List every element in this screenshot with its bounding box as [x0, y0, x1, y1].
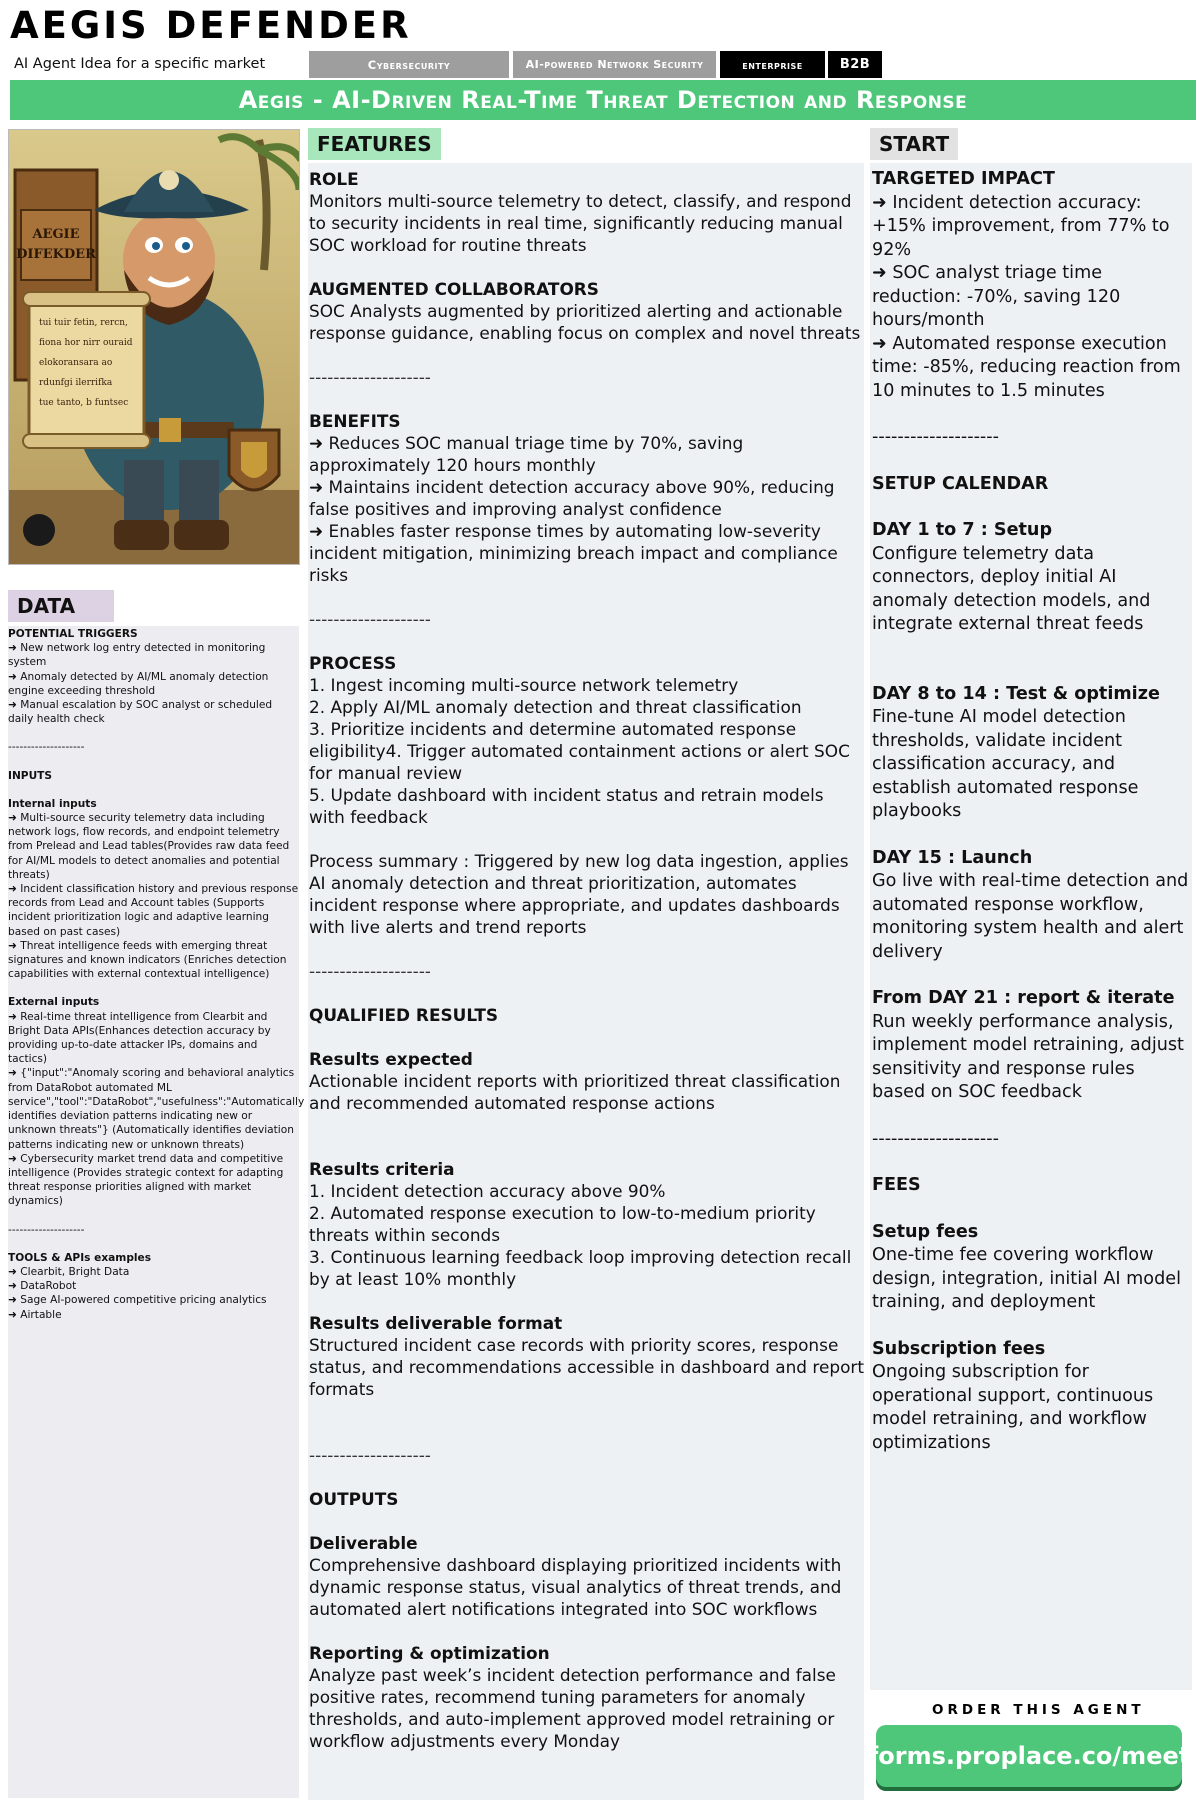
scroll-text-line5: tue tanto, b funtsec — [39, 398, 129, 408]
process-step: 5. Update dashboard with incident status and retrain models with feedback — [309, 785, 829, 827]
deliverable-title: Deliverable — [309, 1533, 418, 1553]
tag-ai-network-security: AI-powered Network Security — [513, 51, 716, 78]
order-agent-label: ORDER THIS AGENT — [932, 1702, 1145, 1718]
tools-title: TOOLS & APIs examples — [8, 1251, 152, 1264]
tool-item: ➜ Clearbit, Bright Data — [8, 1265, 130, 1278]
day15-text: Go live with real-time detection and automated response workflow, monitoring system health and alert delivery — [872, 871, 1194, 962]
criteria-item: 2. Automated response execution to low-to-medium priority threats within seconds — [309, 1203, 822, 1245]
data-section-heading: DATA — [8, 590, 114, 622]
fees-title: FEES — [872, 1175, 921, 1195]
results-criteria-title: Results criteria — [309, 1159, 455, 1179]
divider: -------------------- — [872, 427, 999, 447]
setup-fees-title: Setup fees — [872, 1221, 979, 1242]
setup-fees-text: One-time fee covering workflow design, integration, initial AI model training, and deployment — [872, 1245, 1187, 1312]
day21-text: Run weekly performance analysis, implement model retraining, adjust sensitivity and response rules based on SOC feedback — [872, 1011, 1190, 1102]
sign-text-line2: DIFEKDER — [16, 247, 96, 262]
benefit-item: ➜ Enables faster response times by automating low-severity incident mitigation, minimizing breach impact and compliance risks — [309, 521, 844, 585]
reporting-title: Reporting & optimization — [309, 1643, 550, 1663]
role-title: ROLE — [309, 169, 359, 189]
benefits-title: BENEFITS — [309, 411, 401, 431]
deliverable-format-text: Structured incident case records with priority scores, response status, and recommendations accessible in dashboard and report formats — [309, 1335, 870, 1399]
data-column — [8, 626, 308, 1798]
scroll-text-line2: fiona hor nirr ouraid — [39, 338, 133, 348]
setup-calendar-title: SETUP CALENDAR — [872, 473, 1049, 494]
start-section-heading: START — [870, 128, 958, 160]
process-step: 3. Prioritize incidents and determine automated response eligibility4. Trigger automated containment actions or alert SOC for manual review — [309, 719, 856, 783]
internal-input-item: ➜ Multi-source security telemetry data including network logs, flow records, and endpoint telemetry from Prelead and Lead tables(Provides raw data feed for AI/ML models to detect anomalies and potential threats) — [8, 812, 293, 881]
tool-item: ➜ DataRobot — [8, 1280, 77, 1293]
process-step: 1. Ingest incoming multi-source network telemetry — [309, 675, 739, 695]
impact-item: ➜ Incident detection accuracy: +15% improvement, from 77% to 92% — [872, 192, 1176, 260]
day15-title: DAY 15 : Launch — [872, 847, 1033, 868]
collaborators-title: AUGMENTED COLLABORATORS — [309, 279, 599, 299]
trigger-item: ➜ Manual escalation by SOC analyst or scheduled daily health check — [8, 699, 276, 726]
internal-input-item: ➜ Incident classification history and previous response records from Lead and Account tables (Supports incident prioritization logic and adaptive learning based on past cases) — [8, 883, 302, 938]
potential-triggers-title: POTENTIAL TRIGGERS — [8, 628, 138, 640]
internal-input-item: ➜ Threat intelligence feeds with emerging threat signatures and known indicators (Enriches detection capabilities with external contextual intelligence) — [8, 939, 290, 981]
qualified-results-title: QUALIFIED RESULTS — [309, 1005, 499, 1025]
process-title: PROCESS — [309, 653, 397, 673]
scroll-text-line1: tui tuir fetin, rercn, — [39, 318, 128, 328]
results-expected-text: Actionable incident reports with prioritized threat classification and recommended automated response actions — [309, 1071, 846, 1113]
scroll-text-line3: elokoransara ao — [39, 358, 113, 368]
collaborators-text: SOC Analysts augmented by prioritized alerting and actionable response guidance, enabling focus on complex and novel threats — [309, 301, 861, 343]
divider: -------------------- — [8, 1223, 85, 1236]
internal-inputs-title: Internal inputs — [8, 797, 97, 810]
benefit-item: ➜ Maintains incident detection accuracy above 90%, reducing false positives and improving analyst confidence — [309, 477, 840, 519]
divider: -------------------- — [8, 741, 85, 754]
tag-enterprise: enterprise — [720, 51, 825, 78]
day1-title: DAY 1 to 7 : Setup — [872, 520, 1053, 540]
mascot-illustration — [8, 129, 300, 565]
divider: -------------------- — [309, 609, 431, 629]
headline-banner: Aegis - AI-Driven Real-Time Threat Detection and Response — [10, 80, 1196, 120]
order-link-button[interactable]: forms.proplace.co/meet — [876, 1725, 1182, 1787]
trigger-item: ➜ New network log entry detected in monitoring system — [8, 642, 269, 669]
day8-title: DAY 8 to 14 : Test & optimize — [872, 683, 1160, 704]
trigger-item: ➜ Anomaly detected by AI/ML anomaly detection engine exceeding threshold — [8, 670, 272, 697]
divider: -------------------- — [872, 1128, 999, 1149]
day8-text: Fine-tune AI model detection thresholds, validate incident classification accuracy, and establish automated response playbooks — [872, 707, 1145, 821]
subscription-fees-title: Subscription fees — [872, 1338, 1046, 1359]
pirate-knight-illustration — [9, 130, 300, 565]
role-text: Monitors multi-source telemetry to detect, classify, and respond to security incidents in real time, significantly reducing manual SOC workload for routine threats — [309, 191, 857, 255]
benefit-item: ➜ Reduces SOC manual triage time by 70%, saving approximately 120 hours monthly — [309, 433, 749, 475]
divider: -------------------- — [309, 1445, 431, 1465]
page-subtitle: AI Agent Idea for a specific market — [14, 56, 266, 72]
day21-title: From DAY 21 : report & iterate — [872, 988, 1175, 1008]
tool-item: ➜ Airtable — [8, 1308, 62, 1321]
reporting-text: Analyze past week’s incident detection performance and false positive rates, recommend tuning parameters for anomaly thresholds, and auto-implement approved model retraining or workflow adjustments every Monday — [309, 1665, 842, 1751]
external-input-item: ➜ Cybersecurity market trend data and competitive intelligence (Provides strategic context for adapting threat response priorities aligned with market dynamics) — [8, 1152, 287, 1208]
results-expected-title: Results expected — [309, 1049, 473, 1069]
scroll-text-line4: rdunfgi ilerrifka — [39, 378, 113, 388]
process-step: 2. Apply AI/ML anomaly detection and threat classification — [309, 697, 802, 717]
process-summary: Process summary : Triggered by new log data ingestion, applies AI anomaly detection and threat prioritization, automates incident response where appropriate, and updates dashboards with live alerts and trend reports — [309, 851, 854, 937]
impact-item: ➜ Automated response execution time: -85%, reducing reaction from 10 minutes to 1.5 minutes — [872, 333, 1187, 401]
tag-b2b: B2B — [828, 51, 882, 78]
criteria-item: 3. Continuous learning feedback loop improving detection recall by at least 10% monthly — [309, 1247, 857, 1289]
tag-cybersecurity: Cybersecurity — [309, 51, 509, 78]
deliverable-format-title: Results deliverable format — [309, 1313, 563, 1333]
day1-text: Configure telemetry data connectors, deploy initial AI anomaly detection models, and integrate external threat feeds — [872, 543, 1157, 634]
divider: -------------------- — [309, 367, 431, 387]
external-inputs-title: External inputs — [8, 996, 100, 1009]
sign-text-line1: AEGIE — [32, 227, 80, 242]
outputs-title: OUTPUTS — [309, 1489, 399, 1509]
features-section-heading: FEATURES — [308, 128, 441, 160]
page-title: AEGIS DEFENDER — [10, 4, 412, 47]
start-column — [870, 163, 1192, 1690]
external-input-item: ➜ {"input":"Anomaly scoring and behavioral analytics from DataRobot automated ML service","tool":"DataRobot","usefulness":"Automatically identifies deviation patterns indicating new or unknown threats"} (Automatically identifies deviation patterns indicating new or unknown threats) — [8, 1067, 308, 1151]
targeted-impact-title: TARGETED IMPACT — [872, 169, 1055, 189]
subscription-fees-text: Ongoing subscription for operational support, continuous model retraining, and workflow optimizations — [872, 1362, 1159, 1453]
features-column — [308, 163, 870, 1800]
external-input-item: ➜ Real-time threat intelligence from Clearbit and Bright Data APIs(Enhances detection accuracy by providing up-to-date attacker IPs, domains and tactics) — [8, 1010, 275, 1066]
divider: -------------------- — [309, 961, 431, 981]
tool-item: ➜ Sage AI-powered competitive pricing analytics — [8, 1294, 267, 1307]
impact-item: ➜ SOC analyst triage time reduction: -70%, saving 120 hours/month — [872, 263, 1126, 330]
deliverable-text: Comprehensive dashboard displaying prioritized incidents with dynamic response status, visual analytics of threat trends, and automated alert notifications integrated into SOC workflows — [309, 1555, 847, 1619]
criteria-item: 1. Incident detection accuracy above 90% — [309, 1181, 666, 1201]
inputs-title: INPUTS — [8, 769, 53, 782]
